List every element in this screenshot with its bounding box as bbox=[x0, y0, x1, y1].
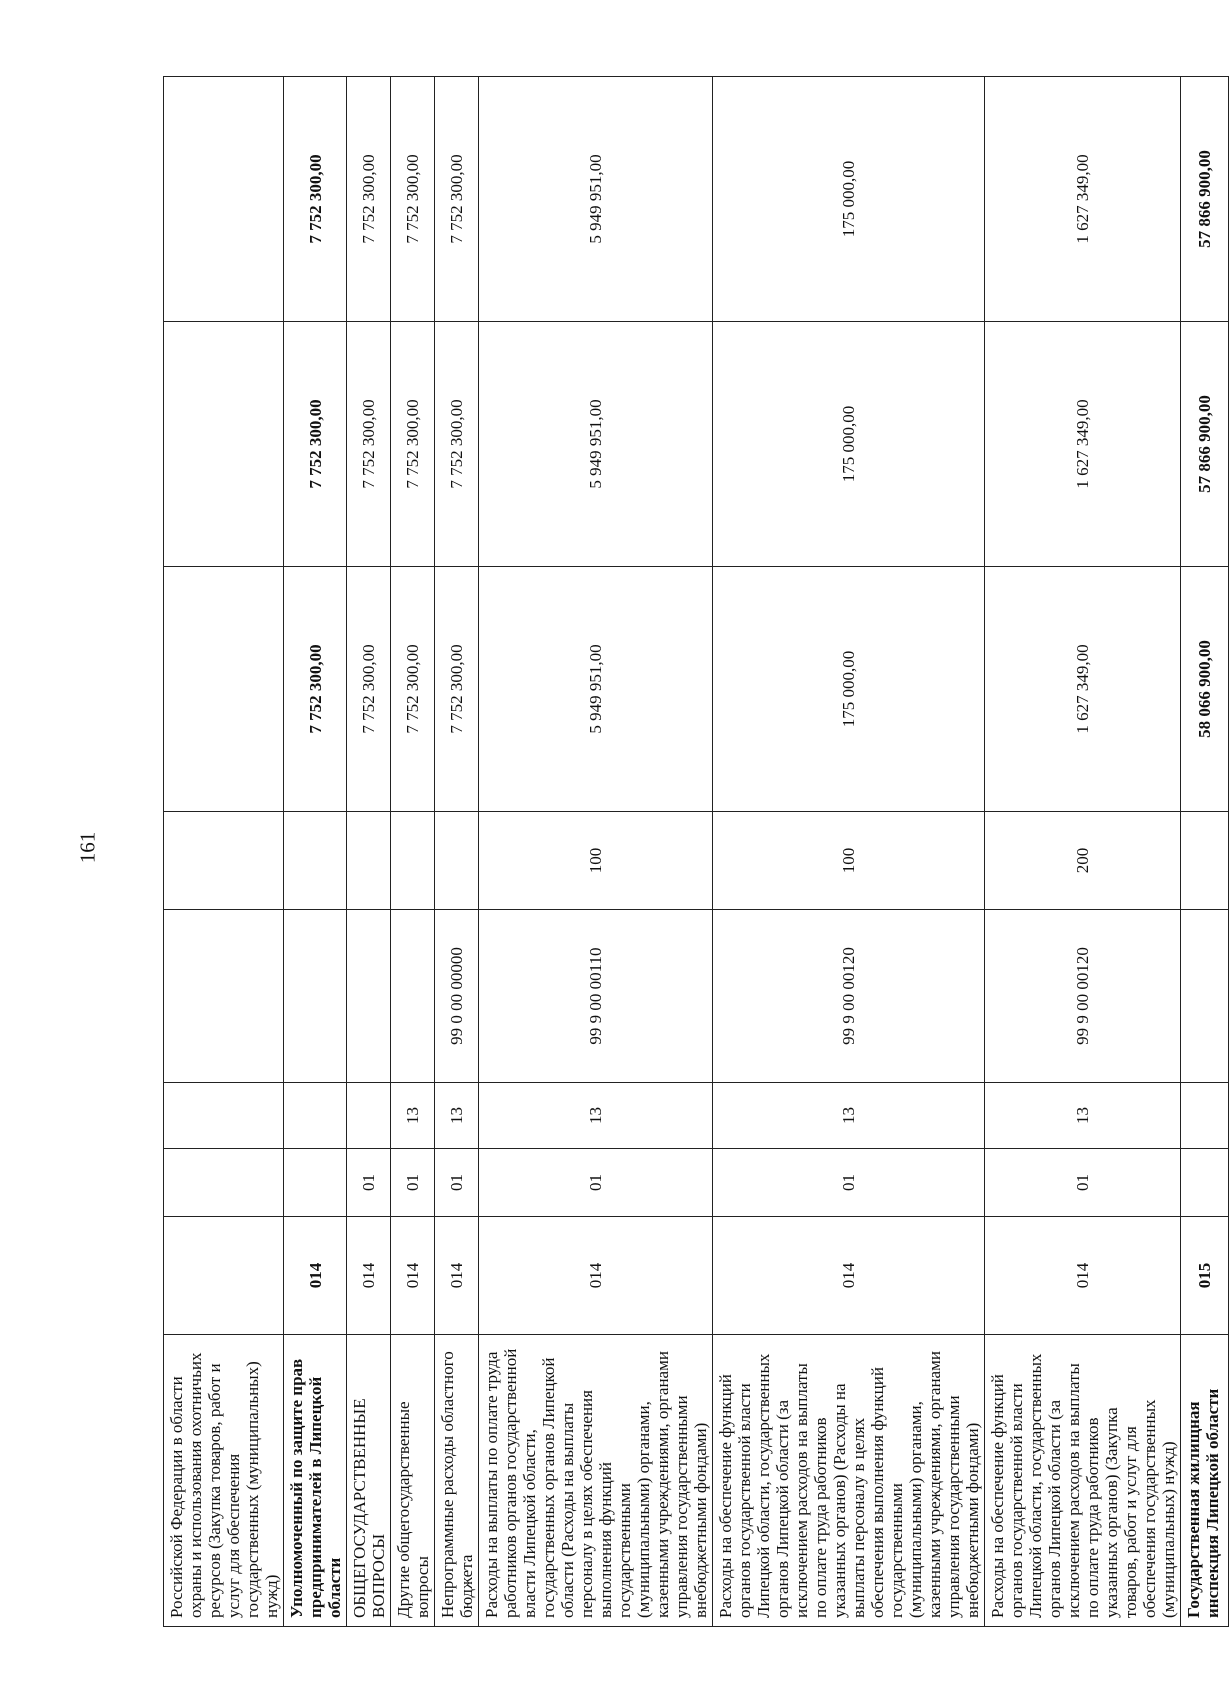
row-sum-1: 1 627 349,00 bbox=[985, 567, 1181, 812]
row-sum-1: 7 752 300,00 bbox=[435, 567, 479, 812]
row-sum-1: 7 752 300,00 bbox=[347, 567, 391, 812]
row-podrazdel bbox=[1181, 1083, 1229, 1149]
row-gv: 014 bbox=[985, 1217, 1181, 1335]
row-podrazdel bbox=[347, 1083, 391, 1149]
row-name: Государственная жилищная инспекция Липецкой области bbox=[1181, 1335, 1229, 1627]
row-razdel bbox=[164, 1149, 284, 1217]
row-razdel bbox=[1181, 1149, 1229, 1217]
table-row bbox=[347, 77, 391, 1627]
row-vr bbox=[347, 812, 391, 910]
row-sum-1: 7 752 300,00 bbox=[284, 567, 347, 812]
row-podrazdel: 13 bbox=[435, 1083, 479, 1149]
row-cs: 99 9 00 00120 bbox=[985, 910, 1181, 1083]
row-sum-3: 5 949 951,00 bbox=[479, 77, 713, 322]
row-razdel bbox=[284, 1149, 347, 1217]
row-podrazdel: 13 bbox=[713, 1083, 985, 1149]
row-sum-3: 7 752 300,00 bbox=[284, 77, 347, 322]
row-razdel: 01 bbox=[713, 1149, 985, 1217]
budget-table bbox=[163, 76, 1229, 1627]
row-cs: 99 0 00 00000 bbox=[435, 910, 479, 1083]
row-razdel: 01 bbox=[479, 1149, 713, 1217]
row-podrazdel bbox=[164, 1083, 284, 1149]
row-name: Непрограммные расходы областного бюджета bbox=[435, 1335, 479, 1627]
row-name: ОБЩЕГОСУДАРСТВЕННЫЕ ВОПРОСЫ bbox=[347, 1335, 391, 1627]
row-gv: 014 bbox=[284, 1217, 347, 1335]
row-razdel: 01 bbox=[391, 1149, 435, 1217]
row-sum-3: 7 752 300,00 bbox=[391, 77, 435, 322]
row-vr bbox=[1181, 812, 1229, 910]
row-sum-1: 175 000,00 bbox=[713, 567, 985, 812]
row-vr: 200 bbox=[985, 812, 1181, 910]
table-row bbox=[435, 77, 479, 1627]
row-sum-2: 7 752 300,00 bbox=[347, 322, 391, 567]
row-sum-3: 175 000,00 bbox=[713, 77, 985, 322]
row-razdel: 01 bbox=[985, 1149, 1181, 1217]
row-sum-1: 7 752 300,00 bbox=[391, 567, 435, 812]
table-row bbox=[164, 77, 284, 1627]
table-row bbox=[391, 77, 435, 1627]
row-gv: 014 bbox=[391, 1217, 435, 1335]
table-row bbox=[1181, 77, 1229, 1627]
table-row bbox=[479, 77, 713, 1627]
row-vr bbox=[284, 812, 347, 910]
row-sum-3: 7 752 300,00 bbox=[347, 77, 391, 322]
row-razdel: 01 bbox=[347, 1149, 391, 1217]
row-podrazdel: 13 bbox=[391, 1083, 435, 1149]
row-sum-1: 58 066 900,00 bbox=[1181, 567, 1229, 812]
row-razdel: 01 bbox=[435, 1149, 479, 1217]
row-name: Расходы на обеспечение функций органов государственной власти Липецкой области, государственных органов Липецкой области (за исключением расходов на выплаты по оплате труда работников указанных органов) (Расходы на выплаты персоналу в целях обеспечения выполнения функций государственными (муниципальными) органами, казенными учреждениями, органами управления государственными внебюджетными фондами) bbox=[713, 1335, 985, 1627]
table-row bbox=[985, 77, 1181, 1627]
row-sum-3 bbox=[164, 77, 284, 322]
row-sum-2: 1 627 349,00 bbox=[985, 322, 1181, 567]
row-cs: 99 9 00 00120 bbox=[713, 910, 985, 1083]
row-name: Расходы на выплаты по оплате труда работников органов государственной власти Липецкой области, государственных органов Липецкой области (Расходы на выплаты персоналу в целях обеспечения выполнения функций государственными (муниципальными) органами, казенными учреждениями, органами управления государственными внебюджетными фондами) bbox=[479, 1335, 713, 1627]
page-number: 161 bbox=[75, 831, 100, 864]
row-sum-2: 57 866 900,00 bbox=[1181, 322, 1229, 567]
row-name: Расходы на обеспечение функций органов государственной власти Липецкой области, государственных органов Липецкой области (за исключением расходов на выплаты по оплате труда работников указанных органов) (Закупка товаров, работ и услуг для обеспечения государственных (муниципальных) нужд) bbox=[985, 1335, 1181, 1627]
row-gv: 014 bbox=[713, 1217, 985, 1335]
row-name: Российской Федерации в области охраны и использования охотничьих ресурсов (Закупка товаров, работ и услуг для обеспечения государственных (муниципальных) нужд) bbox=[164, 1335, 284, 1627]
row-sum-1: 5 949 951,00 bbox=[479, 567, 713, 812]
row-vr bbox=[391, 812, 435, 910]
row-sum-2: 7 752 300,00 bbox=[391, 322, 435, 567]
row-cs bbox=[347, 910, 391, 1083]
row-vr: 100 bbox=[713, 812, 985, 910]
row-sum-3: 7 752 300,00 bbox=[435, 77, 479, 322]
row-vr: 100 bbox=[479, 812, 713, 910]
row-sum-3: 57 866 900,00 bbox=[1181, 77, 1229, 322]
table-row bbox=[284, 77, 347, 1627]
row-gv: 014 bbox=[347, 1217, 391, 1335]
row-cs bbox=[164, 910, 284, 1083]
row-gv: 015 bbox=[1181, 1217, 1229, 1335]
row-name: Уполномоченный по защите прав предпринимателей в Липецкой области bbox=[284, 1335, 347, 1627]
row-sum-1 bbox=[164, 567, 284, 812]
row-podrazdel bbox=[284, 1083, 347, 1149]
row-sum-2: 5 949 951,00 bbox=[479, 322, 713, 567]
row-gv: 014 bbox=[435, 1217, 479, 1335]
row-sum-2: 7 752 300,00 bbox=[284, 322, 347, 567]
row-sum-2 bbox=[164, 322, 284, 567]
row-cs bbox=[1181, 910, 1229, 1083]
budget-table-rotated bbox=[163, 77, 1222, 1627]
row-vr bbox=[435, 812, 479, 910]
row-gv: 014 bbox=[479, 1217, 713, 1335]
row-name: Другие общегосударственные вопросы bbox=[391, 1335, 435, 1627]
row-sum-3: 1 627 349,00 bbox=[985, 77, 1181, 322]
table-row bbox=[713, 77, 985, 1627]
row-sum-2: 175 000,00 bbox=[713, 322, 985, 567]
row-cs bbox=[284, 910, 347, 1083]
row-podrazdel: 13 bbox=[479, 1083, 713, 1149]
row-cs: 99 9 00 00110 bbox=[479, 910, 713, 1083]
row-cs bbox=[391, 910, 435, 1083]
row-podrazdel: 13 bbox=[985, 1083, 1181, 1149]
row-gv bbox=[164, 1217, 284, 1335]
row-sum-2: 7 752 300,00 bbox=[435, 322, 479, 567]
row-vr bbox=[164, 812, 284, 910]
